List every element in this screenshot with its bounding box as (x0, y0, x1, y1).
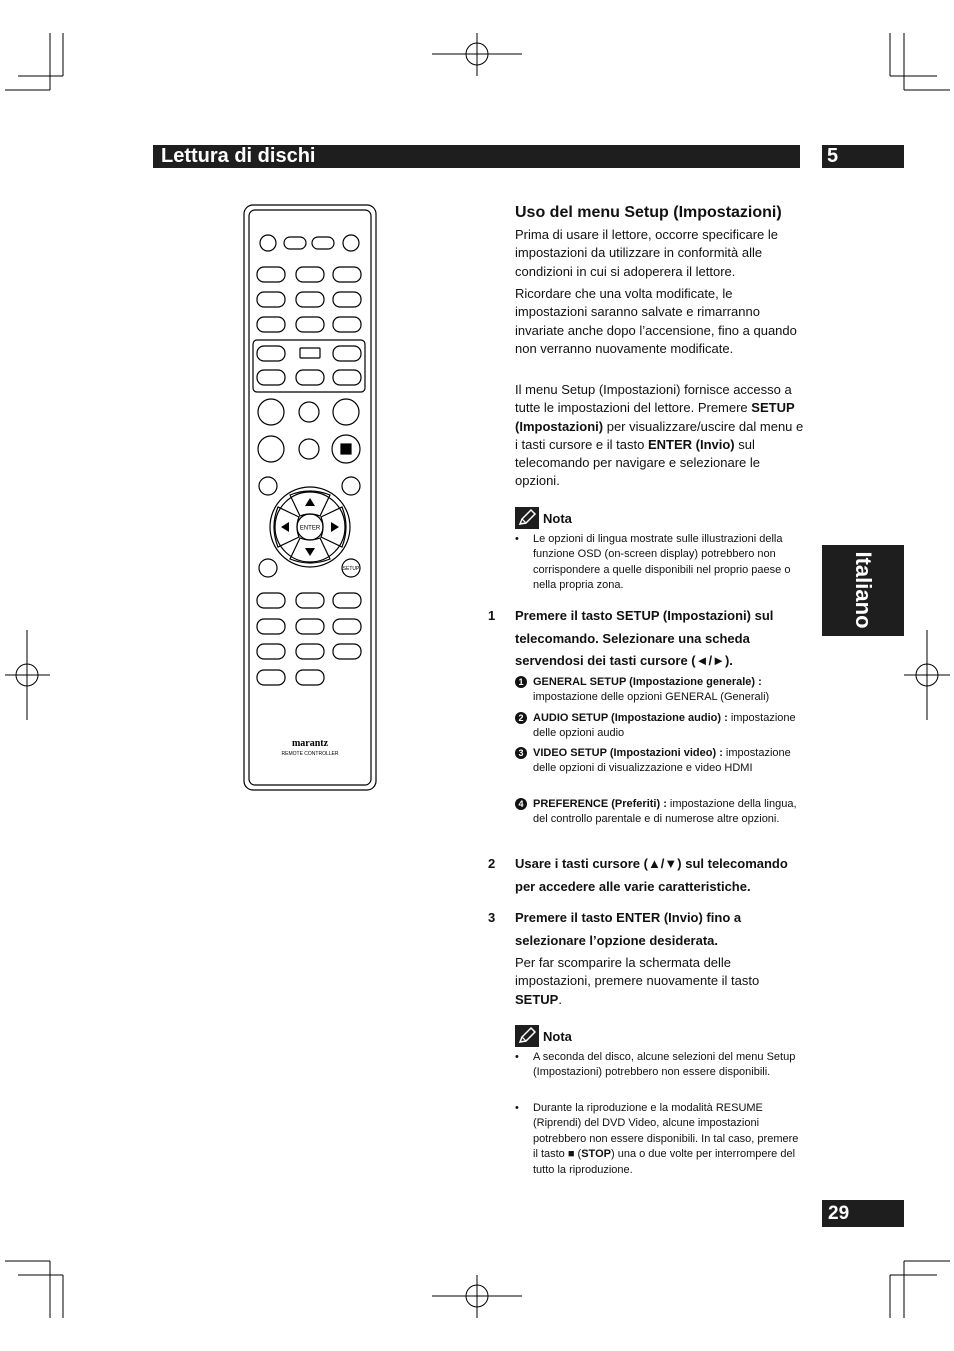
tab-item-audio: 2 AUDIO SETUP (Impostazione audio) : impostazione delle opzioni audio (515, 711, 805, 742)
step-3: 3 Premere il tasto ENTER (Invio) fino a selezionare l’opzione desiderata. (488, 910, 742, 948)
language-label: Italiano (851, 551, 876, 629)
remote-control-illustration (240, 202, 380, 794)
page-number: 29 (822, 1200, 904, 1227)
note-heading-1 (515, 507, 572, 529)
remote-caption: REMOTE CONTROLLER (281, 751, 339, 757)
section-body (515, 204, 805, 222)
chapter-title-bar (153, 145, 800, 168)
tab-item-general: 1 GENERAL SETUP (Impostazione generale) : impostazione delle opzioni GENERAL (Generali) (515, 675, 805, 706)
tab-item-preference: 4 PREFERENCE (Preferiti) : impostazione della lingua, del controllo parentale e di numerose altre opzioni. (515, 797, 805, 828)
note2-bullet-2: • Durante la riproduzione e la modalità RESUME (Riprendi) del DVD Video, alcune impostazioni potrebbero non essere disponibili. In tal caso, premere il tasto ■ (STOP) una o due volte per interrompere del tutto la riproduzione. (515, 1102, 799, 1176)
note-heading-2 (515, 1025, 572, 1047)
step-2: 2 Usare i tasti cursore (▲/▼) sul telecomando per accedere alle varie caratteristiche. (488, 856, 788, 894)
setup-button-label: SETUP (342, 566, 360, 572)
section-title: Uso del menu Setup (Impostazioni) (515, 204, 782, 221)
paragraph-persistence: Ricordare che una volta modificate, le impostazioni saranno salvate e rimarranno invariate anche dopo l’accensione, fino a quando non verranno nuovamente modificate. (515, 286, 797, 356)
pencil-note-icon (515, 1025, 539, 1047)
chapter-number: 5 (827, 145, 839, 167)
paragraph-intro: Prima di usare il lettore, occorre specificare le impostazioni da utilizzare in conformità alle condizioni in cui si adoperera il lettore. (515, 227, 778, 279)
note-label-2: Nota (543, 1028, 572, 1044)
remote-brand-logo: marantz (291, 738, 329, 749)
chapter-title: Lettura di dischi (161, 145, 316, 167)
paragraph-setup-menu: Il menu Setup (Impostazioni) fornisce accesso a tutte le impostazioni del lettore. Premere SETUP (Impostazioni) per visualizzare/uscire dal menu e i tasti cursore e il tasto ENTER (Invio) sul telecomando per navigare e selezionare le opzioni. (515, 382, 804, 489)
note-label-1: Nota (543, 510, 572, 526)
tab-item-video: 3 VIDEO SETUP (Impostazioni video) : impostazione delle opzioni di visualizzazione e video HDMI (515, 746, 805, 777)
chapter-number-bar (822, 145, 904, 168)
enter-button-label: ENTER (299, 525, 321, 532)
step-1: 1 Premere il tasto SETUP (Impostazioni) sul telecomando. Selezionare una scheda servendosi dei tasti cursore (◄/►). (488, 608, 774, 668)
step-3-detail: Per far scomparire la schermata delle impostazioni, premere nuovamente il tasto SETUP. (515, 955, 760, 1007)
note1-bullet: • Le opzioni di lingua mostrate sulle illustrazioni della funzione OSD (on-screen display) potrebbero non corrispondere a quelle disponibili nel proprio paese o nella propria zona. (515, 533, 791, 592)
language-side-tab (822, 545, 904, 636)
note2-bullet-1: • A seconda del disco, alcune selezioni del menu Setup (Impostazioni) potrebbero non essere disponibili. (515, 1051, 796, 1079)
pencil-note-icon (515, 507, 539, 529)
